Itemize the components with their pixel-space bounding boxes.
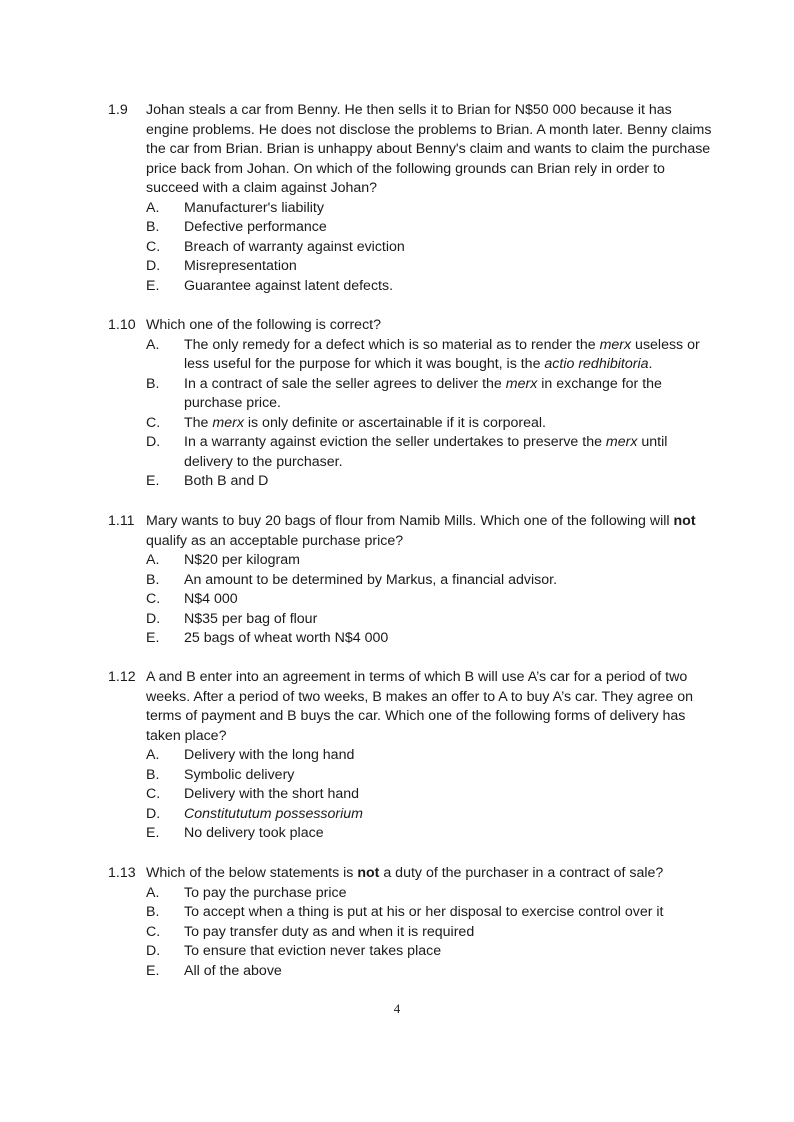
option-text: Delivery with the long hand [184,747,355,763]
option-letter: A. [146,336,160,353]
answer-option [146,336,718,375]
question-number: 1.11 [108,513,135,529]
answer-options [146,746,718,844]
option-letter: B. [146,571,160,588]
option-letter: C. [146,786,161,802]
option-text: Guarantee against latent defects. [184,277,394,294]
option-text: To accept when a thing is put at his or her disposal to exercise control over it [184,904,664,920]
option-letter: E. [146,962,160,979]
answer-option [146,785,718,805]
bold-emphasis: not [357,865,380,881]
option-text: Delivery with the short hand [184,786,360,802]
option-letter: C. [146,591,161,607]
answer-option [146,277,718,297]
option-letter: A. [146,884,160,901]
option-letter: A. [146,747,160,763]
option-text: In a contract of sale the seller agrees to deliver the merx in exchange for the purchase price. [184,375,662,411]
option-text: Symbolic delivery [184,766,295,783]
answer-option [146,824,718,844]
option-letter: D. [146,805,161,822]
option-text [184,805,718,825]
question-1-12 [108,668,718,844]
question-1-10 [108,316,718,492]
answer-options [146,884,718,982]
option-text: To pay the purchase price [184,884,347,901]
question-text: Which one of the following is correct? [146,317,381,333]
option-letter: B. [146,219,160,235]
option-text: 25 bags of wheat worth N$4 000 [184,630,389,646]
option-letter: D. [146,258,161,274]
option-text: N$20 per kilogram [184,552,300,568]
answer-option [146,610,718,630]
answer-option [146,571,718,591]
option-text: The merx is only definite or ascertainable if it is corporeal. [184,414,546,431]
answer-option [146,551,718,571]
option-letter: B. [146,766,160,783]
option-letter: E. [146,630,160,646]
answer-options [146,551,718,649]
bold-emphasis: not [673,513,696,529]
italic-term: Constitututum possessorium [184,805,363,822]
option-letter: C. [146,923,161,940]
answer-option [146,962,718,982]
answer-option [146,805,718,825]
answer-option [146,257,718,277]
answer-option [146,923,718,943]
option-letter: A. [146,199,160,216]
answer-option [146,199,718,219]
answer-option [146,433,718,472]
option-letter: C. [146,414,161,431]
answer-option [146,472,718,492]
option-text: The only remedy for a defect which is so material as to render the merx useless or less useful for the purpose for which it was bought, is the actio redhibitoria. [184,336,700,372]
option-text: Both B and D [184,473,269,489]
italic-term: actio redhibitoria [544,356,649,372]
question-text: Johan steals a car from Benny. He then sells it to Brian for N$50 000 because it has engine problems. He does not disclose the problems to Brian. A month later. Benny claims the car from Brian. Brian is unhappy about Benny's claim and wants to claim the purchase price back from Johan. On which of the following grounds can Brian rely in order to succeed with a claim against Johan? [146,102,712,196]
option-text: In a warranty against eviction the seller undertakes to preserve the merx until delivery to the purchaser. [184,434,668,470]
option-letter: E. [146,825,160,841]
option-text: To ensure that eviction never takes place [184,943,442,959]
answer-options [146,199,718,297]
option-text: N$4 000 [184,591,238,607]
option-text: An amount to be determined by Markus, a financial advisor. [184,571,558,588]
question-1-9 [108,101,718,296]
question-number: 1.9 [108,102,128,118]
italic-term: merx [212,414,244,431]
answer-option [146,218,718,238]
answer-option [146,414,718,434]
answer-option [146,375,718,414]
answer-option [146,238,718,258]
answer-options [146,336,718,492]
question-number: 1.13 [108,865,136,881]
option-text: Misrepresentation [184,258,297,274]
question-text: A and B enter into an agreement in terms of which B will use A’s car for a period of two weeks. After a period of two weeks, B makes an offer to A to buy A’s car. They agree on terms of payment and B buys the car. Which one of the following forms of delivery has taken place? [146,669,694,744]
italic-term: merx [505,375,538,392]
option-letter: B. [146,904,160,920]
question-1-13 [108,864,718,981]
question-1-11 [108,512,718,649]
answer-option [146,766,718,786]
question-number: 1.12 [108,669,136,685]
option-text: N$35 per bag of flour [184,610,318,627]
question-number: 1.10 [108,317,136,333]
option-letter: C. [146,238,161,255]
question-text: Which of the below statements is not a duty of the purchaser in a contract of sale? [146,865,664,881]
option-text: Manufacturer's liability [184,199,324,216]
italic-term: merx [605,434,638,450]
option-letter: D. [146,943,161,959]
option-text: Breach of warranty against eviction [184,238,405,255]
answer-option [146,903,718,923]
option-letter: E. [146,277,160,294]
option-letter: E. [146,473,160,489]
question-text: Mary wants to buy 20 bags of flour from Namib Mills. Which one of the following will not qualify as an acceptable purchase price? [146,513,696,549]
page-number: 4 [393,1001,401,1016]
option-text: All of the above [184,962,282,979]
answer-option [146,884,718,904]
option-text: To pay transfer duty as and when it is required [184,923,475,940]
option-letter: D. [146,610,161,627]
answer-option [146,629,718,649]
option-letter: B. [146,375,160,392]
option-text: Defective performance [184,219,327,235]
option-letter: A. [146,552,160,568]
italic-term: merx [599,336,632,353]
answer-option [146,746,718,766]
answer-option [146,590,718,610]
answer-option [146,942,718,962]
option-letter: D. [146,434,161,450]
option-text: No delivery took place [184,825,324,841]
